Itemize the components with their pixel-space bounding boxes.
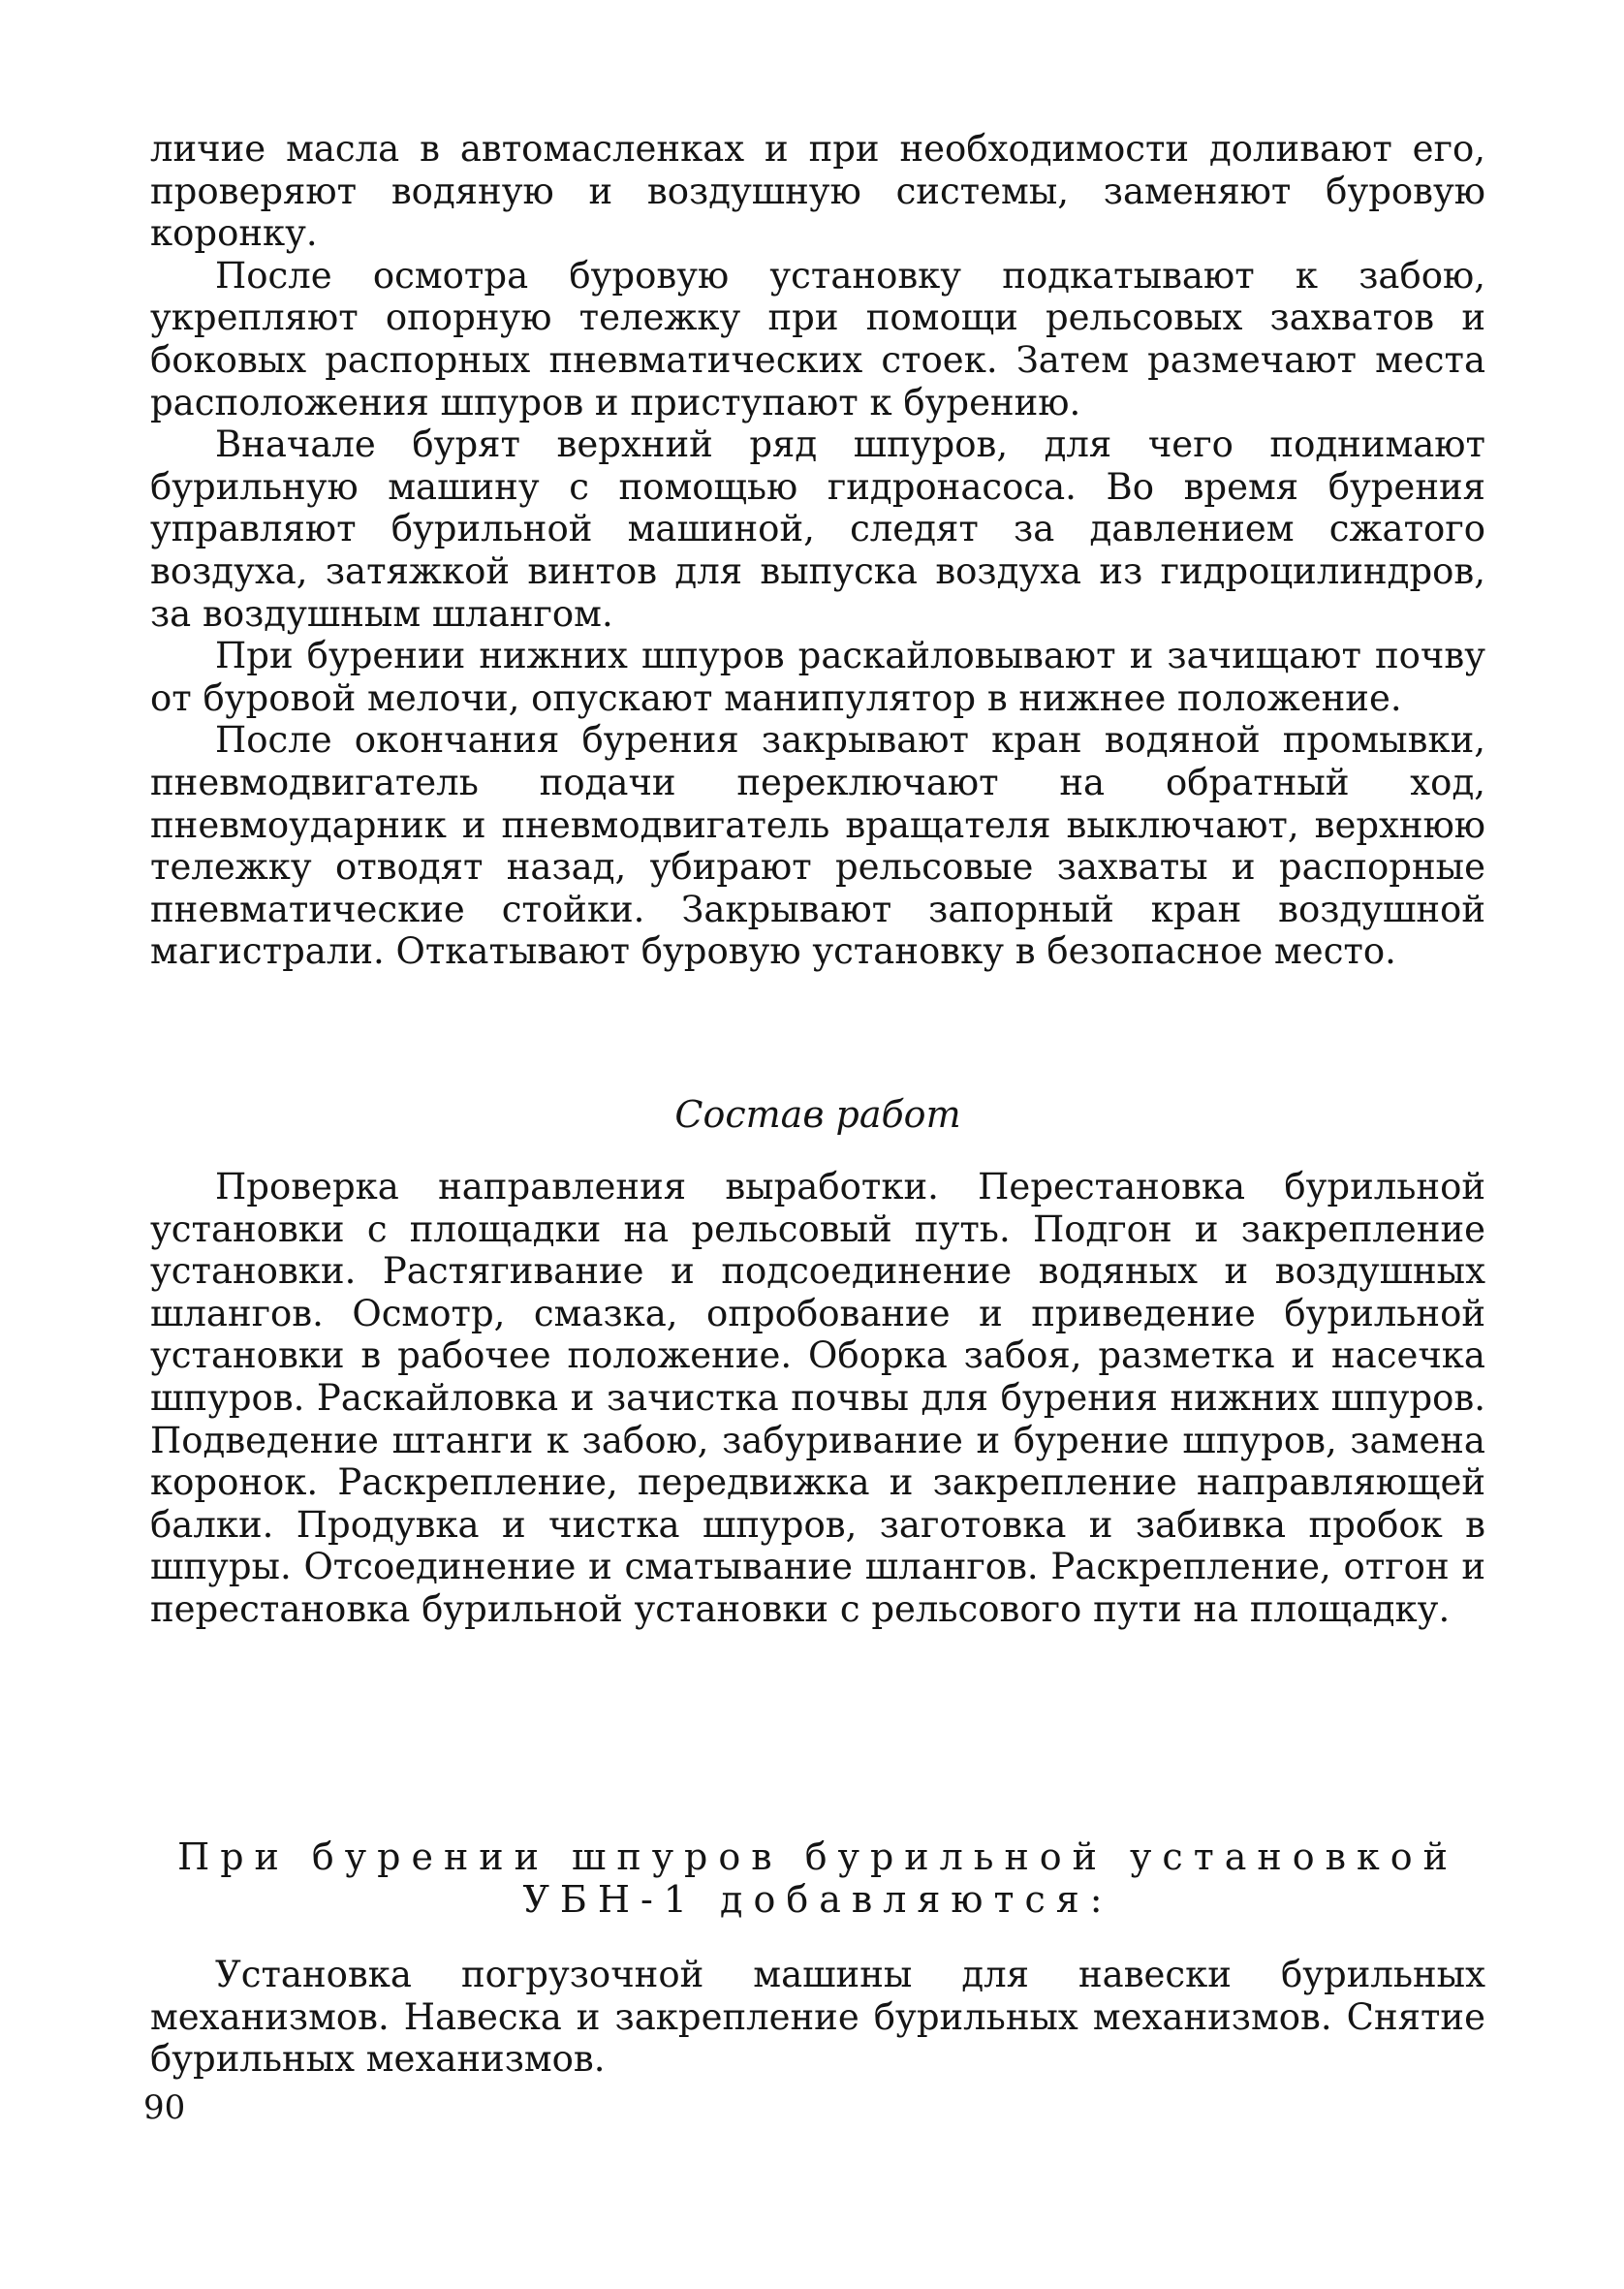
page-number: 90 bbox=[143, 2088, 186, 2127]
addition-heading-line-2: УБН-1 добавляются: bbox=[522, 1878, 1113, 1921]
addition-text: Установка погрузочной машины для навески бурильных механизмов. Навеска и закрепление бурильных механизмов. Снятие бурильных механизмов. bbox=[150, 1954, 1485, 2081]
paragraph-lower-row: При бурении нижних шпуров раскайловывают и зачищают почву от буровой мелочи, опускают манипулятор в нижнее положение. bbox=[150, 635, 1485, 719]
work-composition-text: Проверка направления выработки. Перестановка бурильной установки с площадки на рельсовый путь. Подгон и закрепление установки. Растягивание и подсоединение водяных и воздушных шлангов. Осмотр, смазка, опробование и приведение бурильной установки в рабочее положение. Оборка забоя, разметка и насечка шпуров. Раскайловка и зачистка почвы для бурения нижних шпуров. Подведение штанги к забою, забуривание и бурение шпуров, замена коронок. Раскрепление, передвижка и закрепление направляющей балки. Продувка и чистка шпуров, заготовка и забивка пробок в шпуры. Отсоединение и сматывание шлангов. Раскрепление, отгон и перестановка бурильной установки с рельсового пути на площадку. bbox=[150, 1166, 1485, 1630]
addition-block bbox=[150, 1954, 1485, 2081]
paragraph-setup: После осмотра буровую установку подкатывают к забою, укрепляют опорную тележку при помощи рельсовых захватов и боковых распорных пневматических стоек. Затем размечают места расположения шпуров и приступают к бурению. bbox=[150, 254, 1485, 423]
paragraph-finish: После окончания бурения закрывают кран водяной промывки, пневмодвигатель подачи переключают на обратный ход, пневмоударник и пневмодвигатель вращателя выключают, верхнюю тележку отводят назад, убирают рельсовые захваты и распорные пневматические стойки. Закрывают запорный кран воздушной магистрали. Откатывают буровую установку в безопасное место. bbox=[150, 719, 1485, 973]
intro-text bbox=[150, 128, 1485, 973]
paragraph-oil-check: личие масла в автомасленках и при необходимости доливают его, проверяют водяную и воздушную системы, заменяют буровую коронку. bbox=[150, 128, 1485, 255]
section-heading: Состав работ bbox=[674, 1093, 961, 1136]
paragraph-upper-row: Вначале бурят верхний ряд шпуров, для чего поднимают бурильную машину с помощью гидронасоса. Во время бурения управляют бурильной машиной, следят за давлением сжатого воздуха, затяжкой винтов для выпуска воздуха из гидроцилиндров, за воздушным шлангом. bbox=[150, 423, 1485, 635]
work-composition-block bbox=[150, 1166, 1485, 1631]
addition-heading-line-1: При бурении шпуров бурильной установкой bbox=[177, 1835, 1458, 1878]
